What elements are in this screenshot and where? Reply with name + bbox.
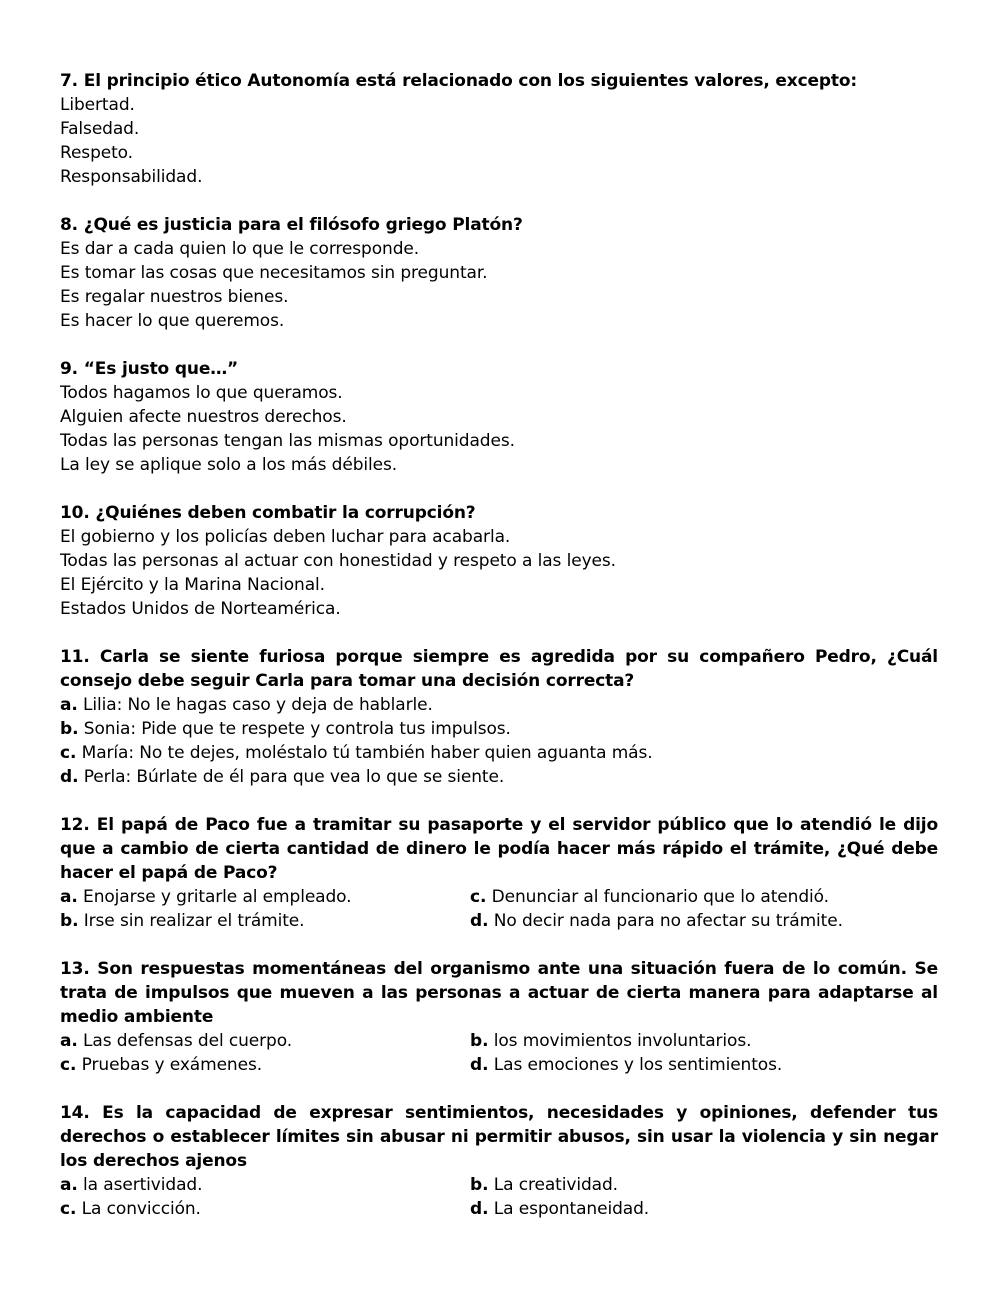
option-text: María: No te dejes, moléstalo tú también haber quien aguanta más.: [81, 743, 653, 763]
options-row: [60, 1029, 938, 1053]
question-9: [60, 357, 938, 477]
option-text: Las emociones y los sentimientos.: [493, 1055, 783, 1075]
option-text: Pruebas y exámenes.: [81, 1055, 263, 1075]
option-text: Perla: Búrlate de él para que vea lo que se siente.: [83, 767, 505, 787]
answer-option[interactable]: Es tomar las cosas que necesitamos sin preguntar.: [60, 263, 488, 283]
answer-option[interactable]: Estados Unidos de Norteamérica.: [60, 599, 341, 619]
answer-option[interactable]: Todas las personas al actuar con honestidad y respeto a las leyes.: [60, 551, 616, 571]
question-title: 13. Son respuestas momentáneas del organismo ante una situación fuera de lo común. Se trata de impulsos que mueven a las personas a actuar de cierta manera para adaptarse al medio ambiente: [60, 959, 938, 1027]
option-letter: a.: [60, 695, 78, 715]
question-title: 7. El principio ético Autonomía está relacionado con los siguientes valores, excepto:: [60, 71, 858, 91]
question-title: 8. ¿Qué es justicia para el filósofo griego Platón?: [60, 215, 523, 235]
answer-option-b[interactable]: [60, 909, 470, 933]
option-text: Sonia: Pide que te respete y controla tus impulsos.: [83, 719, 511, 739]
option-letter: a.: [60, 1031, 78, 1051]
question-12: [60, 813, 938, 933]
answer-option-a[interactable]: [60, 1029, 470, 1053]
answer-option[interactable]: Responsabilidad.: [60, 167, 203, 187]
options-row: [60, 909, 938, 933]
answer-option-d[interactable]: [60, 765, 938, 789]
question-title: 10. ¿Quiénes deben combatir la corrupción?: [60, 503, 476, 523]
option-letter: c.: [60, 1055, 77, 1075]
answer-option-a[interactable]: [60, 1173, 470, 1197]
option-letter: a.: [60, 887, 78, 907]
answer-option-c[interactable]: [470, 885, 829, 909]
answer-option-d[interactable]: [470, 1197, 649, 1221]
answer-option-c[interactable]: [60, 1053, 470, 1077]
question-title: 9. “Es justo que…”: [60, 359, 239, 379]
option-text: La espontaneidad.: [493, 1199, 650, 1219]
answer-option[interactable]: Respeto.: [60, 143, 133, 163]
question-7: [60, 69, 938, 189]
option-letter: b.: [470, 1175, 489, 1195]
option-letter: c.: [60, 743, 77, 763]
option-text: Lilia: No le hagas caso y deja de hablarle.: [83, 695, 433, 715]
answer-option[interactable]: Todos hagamos lo que queramos.: [60, 383, 343, 403]
option-text: los movimientos involuntarios.: [493, 1031, 752, 1051]
question-title: 12. El papá de Paco fue a tramitar su pasaporte y el servidor público que lo atendió le dijo que a cambio de cierta cantidad de dinero le podía hacer más rápido el trámite, ¿Qué debe hacer el papá de Paco?: [60, 815, 938, 883]
answer-option[interactable]: La ley se aplique solo a los más débiles.: [60, 455, 398, 475]
answer-option[interactable]: El Ejército y la Marina Nacional.: [60, 575, 325, 595]
answer-option-b[interactable]: [60, 717, 938, 741]
option-letter: c.: [470, 887, 487, 907]
option-text: No decir nada para no afectar su trámite.: [493, 911, 843, 931]
answer-option[interactable]: Es dar a cada quien lo que le corresponde.: [60, 239, 420, 259]
answer-option-a[interactable]: [60, 885, 470, 909]
option-letter: b.: [60, 719, 79, 739]
answer-option[interactable]: El gobierno y los policías deben luchar para acabarla.: [60, 527, 511, 547]
option-text: Denunciar al funcionario que lo atendió.: [491, 887, 829, 907]
worksheet-page: [60, 69, 938, 1245]
answer-option-d[interactable]: [470, 909, 843, 933]
answer-option[interactable]: Falsedad.: [60, 119, 140, 139]
answer-option-c[interactable]: [60, 1197, 470, 1221]
question-title: 14. Es la capacidad de expresar sentimientos, necesidades y opiniones, defender tus derechos o establecer límites sin abusar ni permitir abusos, sin usar la violencia y sin negar los derechos ajenos: [60, 1103, 938, 1171]
option-text: Enojarse y gritarle al empleado.: [83, 887, 352, 907]
answer-option-a[interactable]: [60, 693, 938, 717]
option-letter: d.: [470, 911, 489, 931]
option-text: La creatividad.: [493, 1175, 618, 1195]
option-letter: d.: [470, 1199, 489, 1219]
question-14: [60, 1101, 938, 1221]
options-row: [60, 885, 938, 909]
answer-option[interactable]: Es hacer lo que queremos.: [60, 311, 285, 331]
question-13: [60, 957, 938, 1077]
answer-option[interactable]: Alguien afecte nuestros derechos.: [60, 407, 347, 427]
option-letter: b.: [470, 1031, 489, 1051]
option-letter: b.: [60, 911, 79, 931]
options-row: [60, 1173, 938, 1197]
option-text: La convicción.: [81, 1199, 201, 1219]
answer-option[interactable]: Es regalar nuestros bienes.: [60, 287, 289, 307]
option-letter: d.: [470, 1055, 489, 1075]
option-letter: a.: [60, 1175, 78, 1195]
answer-option-b[interactable]: [470, 1173, 618, 1197]
option-letter: d.: [60, 767, 79, 787]
answer-option[interactable]: Todas las personas tengan las mismas oportunidades.: [60, 431, 515, 451]
question-title: 11. Carla se siente furiosa porque siempre es agredida por su compañero Pedro, ¿Cuál consejo debe seguir Carla para tomar una decisión correcta?: [60, 647, 938, 691]
option-text: Las defensas del cuerpo.: [83, 1031, 293, 1051]
option-letter: c.: [60, 1199, 77, 1219]
answer-option-c[interactable]: [60, 741, 938, 765]
option-text: la asertividad.: [83, 1175, 203, 1195]
answer-option-b[interactable]: [470, 1029, 751, 1053]
answer-option-d[interactable]: [470, 1053, 782, 1077]
question-10: [60, 501, 938, 621]
question-8: [60, 213, 938, 333]
answer-option[interactable]: Libertad.: [60, 95, 135, 115]
question-11: [60, 645, 938, 789]
options-row: [60, 1053, 938, 1077]
options-row: [60, 1197, 938, 1221]
option-text: Irse sin realizar el trámite.: [83, 911, 305, 931]
